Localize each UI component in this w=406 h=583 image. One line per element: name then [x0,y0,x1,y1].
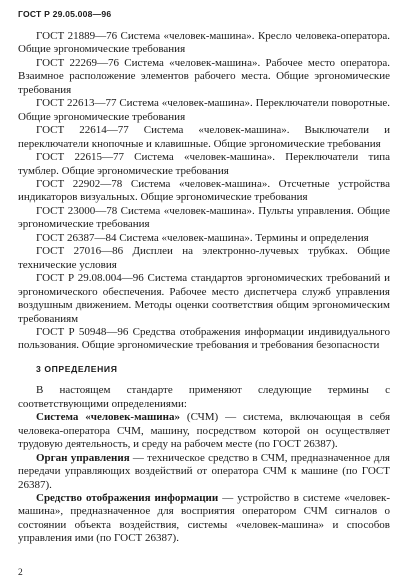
definition-entry [18,452,390,492]
reference-entry: ГОСТ 23000—78 Система «человек-машина». Пульты управления. Общие эргономические требования [18,204,390,231]
definition-entry [18,411,390,451]
definition-term: Система «человек-машина» [36,411,180,424]
section-intro: В настоящем стандарте применяют следующие термины с соответствующими определениями: [18,384,390,410]
definition-text: (СЧМ) — система, включающая в себя человека-оператора СЧМ, машину, посредством которой он осуществляет трудовую деятельность, и среду на рабочем месте (по ГОСТ 26387). [18,411,390,451]
section-heading: 3 ОПРЕДЕЛЕНИЯ [36,363,118,374]
reference-entry: ГОСТ 22269—76 Система «человек-машина». Рабочее место оператора. Взаимное расположение элементов рабочего места. Общие эргономические требования [18,56,390,96]
reference-entry: ГОСТ 22615—77 Система «человек-машина». Переключатели типа тумблер. Общие эргономические требования [18,151,390,177]
page-body [18,30,390,546]
definition-term: Средство отображения информации [36,491,219,504]
reference-entry: ГОСТ 22902—78 Система «человек-машина». Отсчетные устройства индикаторов визуальных. Общие эргономические требования [18,177,390,204]
definition-text: — устройство в системе «человек-машина», предназначенное для восприятия оператором СЧМ сигналов о состоянии объекта воздействия, системы «человек-машина» и способов управления ими (по ГОСТ 26387). [18,491,390,545]
definition-term: Орган управления [36,451,130,464]
reference-entry: ГОСТ 22613—77 Система «человек-машина». Переключатели поворотные. Общие эргономические требования [18,97,390,123]
reference-entry: ГОСТ Р 29.08.004—96 Система стандартов эргономических требований и эргономического обеспечения. Рабочее место диспетчера служб управления воздушным движением. Методы оценки соответствия общим эргономическим требованиям [18,272,390,325]
reference-entry: ГОСТ 27016—86 Дисплеи на электронно-лучевых трубках. Общие технические условия [18,245,390,271]
running-header: ГОСТ Р 29.05.008—96 [18,9,112,19]
page-number: 2 [18,568,23,578]
definition-entry [18,492,390,546]
reference-entry: ГОСТ 21889—76 Система «человек-машина». Кресло человека-оператора. Общие эргономические требования [18,30,390,56]
definition-text: — техническое средство в СЧМ, предназначенное для передачи управляющих воздействий от оператора СЧМ к машине (по ГОСТ 26387). [18,451,390,491]
reference-entry: ГОСТ 26387—84 Система «человек-машина». Термины и определения [36,231,369,244]
reference-entry: ГОСТ Р 50948—96 Средства отображения информации индивидуального пользования. Общие эргономические требования и требования безопасности [18,325,390,352]
reference-entry: ГОСТ 22614—77 Система «человек-машина». Выключатели и переключатели кнопочные и клавишные. Общие эргономические требования [18,124,390,150]
